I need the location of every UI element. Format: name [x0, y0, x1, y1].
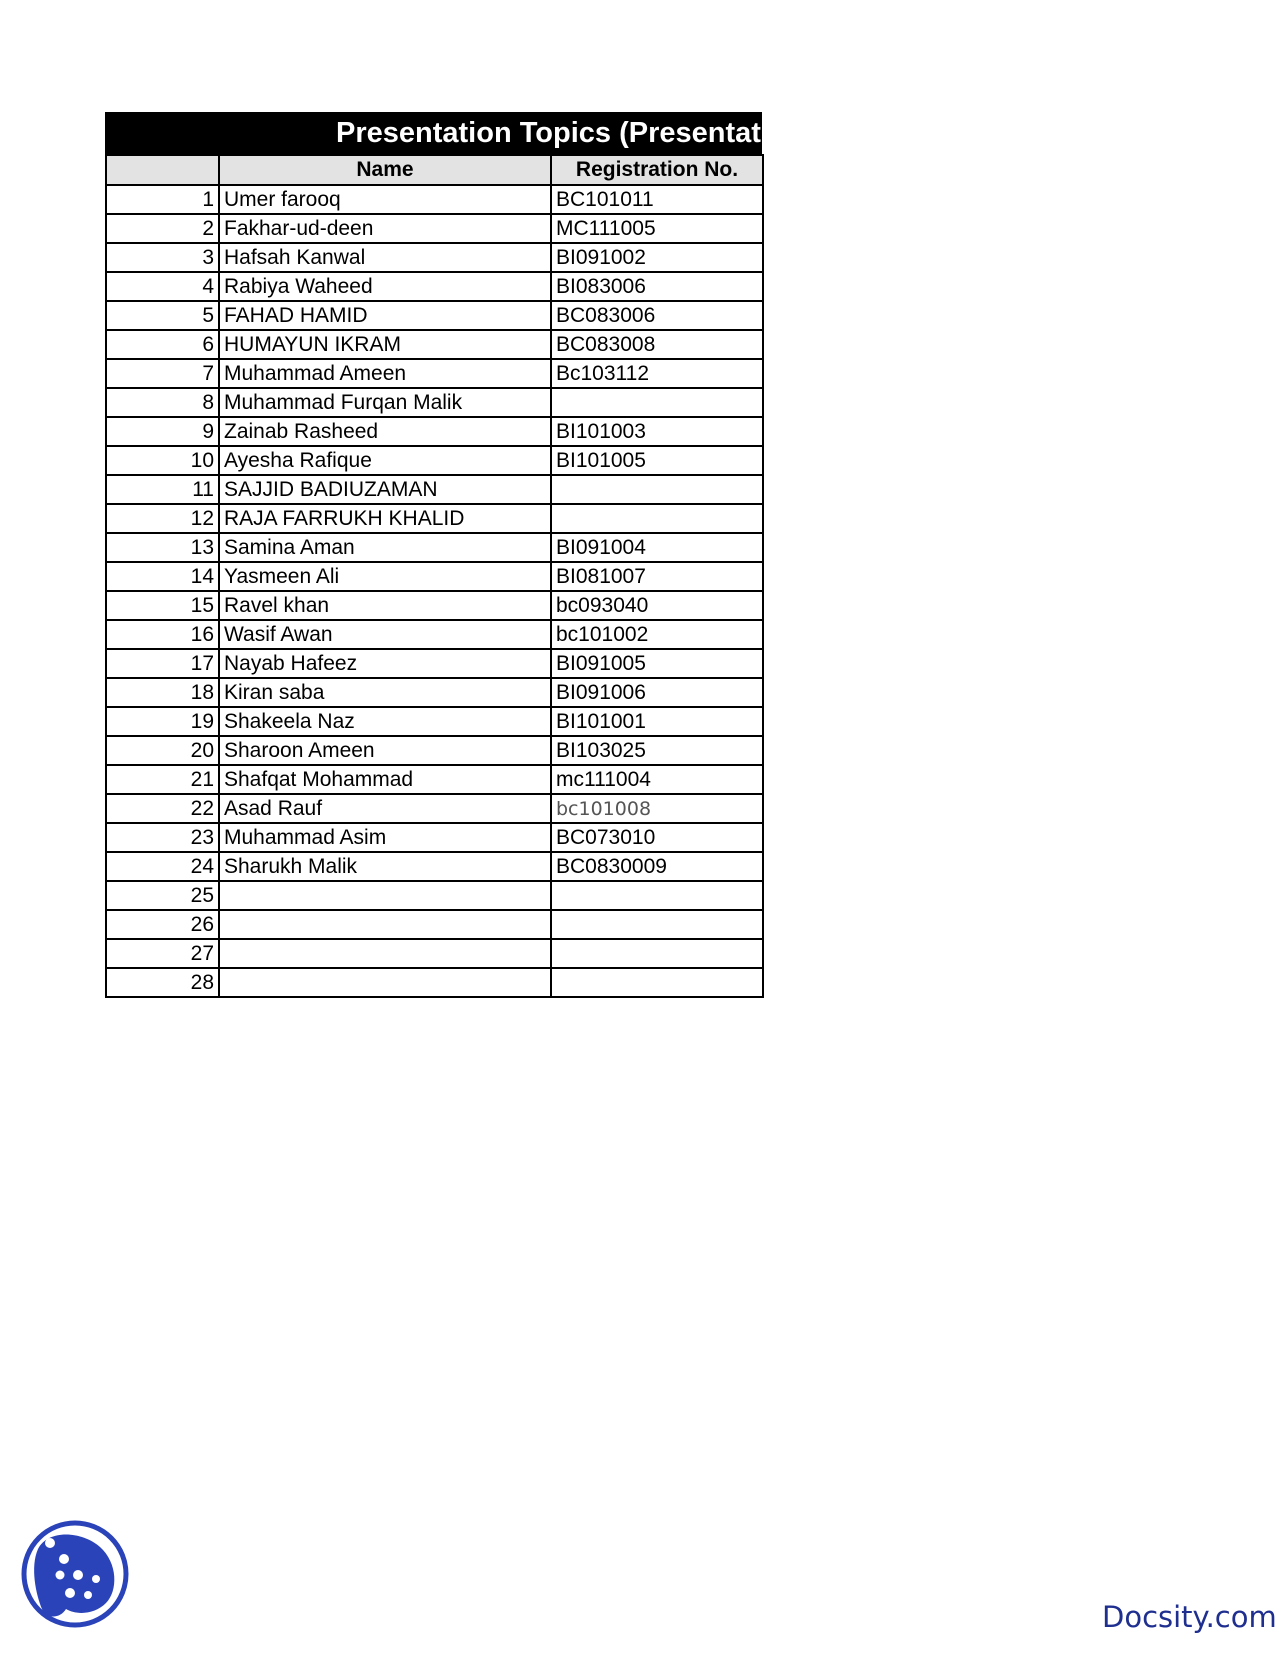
- student-name: Kiran saba: [219, 678, 551, 707]
- student-name: Samina Aman: [219, 533, 551, 562]
- header-registration: Registration No.: [551, 155, 763, 185]
- registration-number: Bc103112: [551, 359, 763, 388]
- student-name: Sharukh Malik: [219, 852, 551, 881]
- table-row: [106, 562, 763, 591]
- student-name: RAJA FARRUKH KHALID: [219, 504, 551, 533]
- student-name: [219, 910, 551, 939]
- table-row: [106, 620, 763, 649]
- row-number: 3: [106, 243, 219, 272]
- registration-number: mc111004: [551, 765, 763, 794]
- registration-number: [551, 910, 763, 939]
- docsity-logo-icon: [20, 1519, 130, 1629]
- row-number: 8: [106, 388, 219, 417]
- row-number: 12: [106, 504, 219, 533]
- table-row: [106, 939, 763, 968]
- row-number: 20: [106, 736, 219, 765]
- row-number: 14: [106, 562, 219, 591]
- student-name: HUMAYUN IKRAM: [219, 330, 551, 359]
- student-name: Hafsah Kanwal: [219, 243, 551, 272]
- table-row: [106, 214, 763, 243]
- registration-number: BC083008: [551, 330, 763, 359]
- row-number: 13: [106, 533, 219, 562]
- registration-number: BI101003: [551, 417, 763, 446]
- registration-number: [551, 388, 763, 417]
- row-number: 18: [106, 678, 219, 707]
- student-name: Zainab Rasheed: [219, 417, 551, 446]
- student-name: Shakeela Naz: [219, 707, 551, 736]
- student-name: [219, 968, 551, 997]
- table-row: [106, 765, 763, 794]
- table-row: [106, 881, 763, 910]
- row-number: 26: [106, 910, 219, 939]
- student-name: Sharoon Ameen: [219, 736, 551, 765]
- row-number: 2: [106, 214, 219, 243]
- table-row: [106, 388, 763, 417]
- table-row: [106, 301, 763, 330]
- student-name: [219, 881, 551, 910]
- table-row: [106, 649, 763, 678]
- registration-number: BI091005: [551, 649, 763, 678]
- presentation-table-sheet: [105, 112, 762, 998]
- row-number: 7: [106, 359, 219, 388]
- row-number: 5: [106, 301, 219, 330]
- registration-number: BI091002: [551, 243, 763, 272]
- table-row: [106, 591, 763, 620]
- row-number: 21: [106, 765, 219, 794]
- registration-number: bc101008: [551, 794, 763, 823]
- table-row: [106, 330, 763, 359]
- registration-number: BC073010: [551, 823, 763, 852]
- table-row: [106, 359, 763, 388]
- row-number: 19: [106, 707, 219, 736]
- row-number: 24: [106, 852, 219, 881]
- row-number: 17: [106, 649, 219, 678]
- registration-number: MC111005: [551, 214, 763, 243]
- table-row: [106, 243, 763, 272]
- row-number: 9: [106, 417, 219, 446]
- student-name: Umer farooq: [219, 185, 551, 214]
- table-row: [106, 185, 763, 214]
- registration-number: [551, 475, 763, 504]
- student-name: Asad Rauf: [219, 794, 551, 823]
- registration-number: [551, 504, 763, 533]
- table-row: [106, 678, 763, 707]
- registration-number: BI101005: [551, 446, 763, 475]
- table-row: [106, 968, 763, 997]
- student-name: Rabiya Waheed: [219, 272, 551, 301]
- table-title: Presentation Topics (Presentat: [336, 117, 761, 149]
- table-row: [106, 533, 763, 562]
- table-row: [106, 823, 763, 852]
- student-name: Muhammad Furqan Malik: [219, 388, 551, 417]
- student-name: [219, 939, 551, 968]
- student-name: Muhammad Ameen: [219, 359, 551, 388]
- row-number: 15: [106, 591, 219, 620]
- table-row: [106, 910, 763, 939]
- student-name: FAHAD HAMID: [219, 301, 551, 330]
- table-row: [106, 852, 763, 881]
- registration-number: [551, 968, 763, 997]
- row-number: 16: [106, 620, 219, 649]
- registration-number: BI101001: [551, 707, 763, 736]
- student-name: Shafqat Mohammad: [219, 765, 551, 794]
- row-number: 4: [106, 272, 219, 301]
- registration-number: [551, 881, 763, 910]
- table-row: [106, 475, 763, 504]
- student-name: Yasmeen Ali: [219, 562, 551, 591]
- registration-number: BI091004: [551, 533, 763, 562]
- row-number: 27: [106, 939, 219, 968]
- row-number: 22: [106, 794, 219, 823]
- row-number: 6: [106, 330, 219, 359]
- student-name: Ravel khan: [219, 591, 551, 620]
- table-row: [106, 417, 763, 446]
- row-number: 25: [106, 881, 219, 910]
- header-num: [106, 155, 219, 185]
- student-name: SAJJID BADIUZAMAN: [219, 475, 551, 504]
- table-row: [106, 504, 763, 533]
- registration-number: BC083006: [551, 301, 763, 330]
- registration-number: [551, 939, 763, 968]
- table-title-bar: [105, 112, 762, 154]
- row-number: 23: [106, 823, 219, 852]
- table-row: [106, 707, 763, 736]
- registration-number: BI091006: [551, 678, 763, 707]
- row-number: 10: [106, 446, 219, 475]
- registration-number: BI103025: [551, 736, 763, 765]
- header-row: [106, 155, 763, 185]
- table-row: [106, 736, 763, 765]
- student-name: Nayab Hafeez: [219, 649, 551, 678]
- registration-number: BC0830009: [551, 852, 763, 881]
- row-number: 28: [106, 968, 219, 997]
- docsity-brand-text[interactable]: Docsity.com: [1102, 1600, 1277, 1634]
- student-name: Wasif Awan: [219, 620, 551, 649]
- registration-number: BC101011: [551, 185, 763, 214]
- student-name: Muhammad Asim: [219, 823, 551, 852]
- row-number: 1: [106, 185, 219, 214]
- header-name: Name: [219, 155, 551, 185]
- registration-number: bc093040: [551, 591, 763, 620]
- student-table: [105, 154, 764, 998]
- student-name: Fakhar-ud-deen: [219, 214, 551, 243]
- registration-number: bc101002: [551, 620, 763, 649]
- table-row: [106, 794, 763, 823]
- table-row: [106, 272, 763, 301]
- registration-number: BI081007: [551, 562, 763, 591]
- row-number: 11: [106, 475, 219, 504]
- registration-number: BI083006: [551, 272, 763, 301]
- student-name: Ayesha Rafique: [219, 446, 551, 475]
- table-row: [106, 446, 763, 475]
